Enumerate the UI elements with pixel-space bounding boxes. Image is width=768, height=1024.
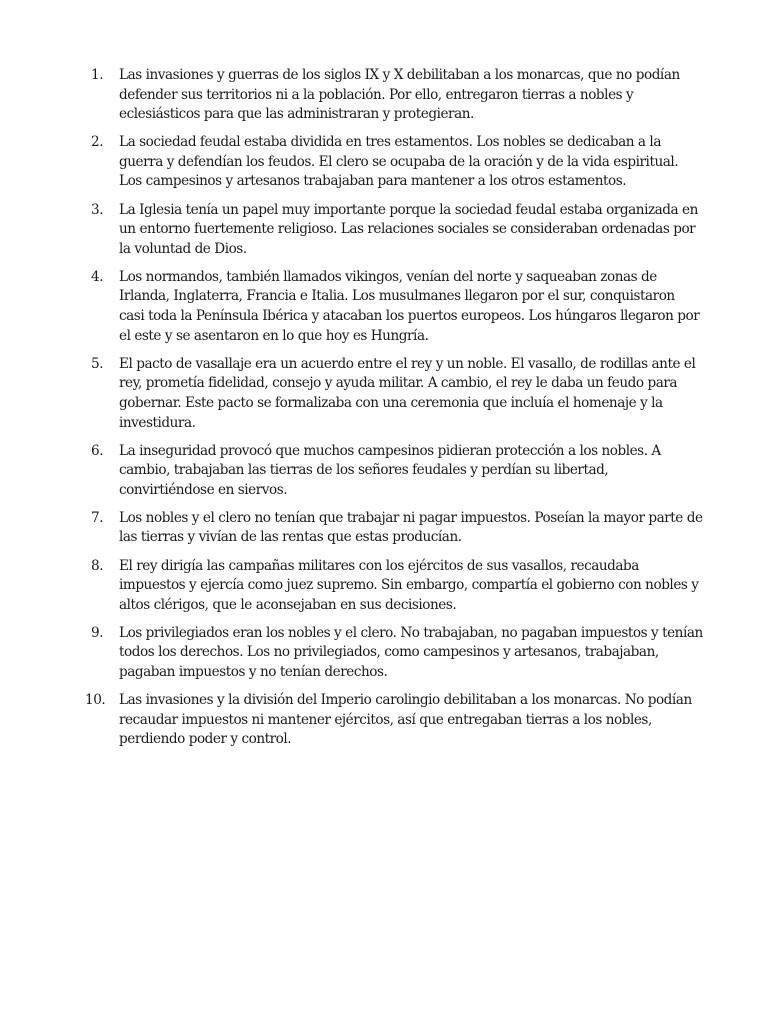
numbered-answer-list xyxy=(85,66,703,758)
list-item xyxy=(91,624,703,683)
item-text: Los privilegiados eran los nobles y el clero. No trabajaban, no pagaban impuestos y tenían todos los derechos. Los no privilegiados, como campesinos y artesanos, trabajaban, pagaban impuestos y no tenían derechos. xyxy=(119,624,703,681)
list-item xyxy=(85,691,703,750)
item-text: Las invasiones y la división del Imperio carolingio debilitaban a los monarcas. No podían recaudar impuestos ni mantener ejércitos, así que entregaban tierras a los nobles, perdiendo poder y control. xyxy=(119,692,692,748)
list-item xyxy=(91,268,703,346)
item-number: 8. xyxy=(91,557,104,574)
item-text: El rey dirigía las campañas militares con los ejércitos de sus vasallos, recaudaba impuestos y ejercía como juez supremo. Sin embargo, compartía el gobierno con nobles y altos clérigos, que le aconsejaban en sus decisiones. xyxy=(119,557,699,613)
list-item xyxy=(91,442,703,501)
item-number: 6. xyxy=(91,442,104,459)
item-number: 1. xyxy=(91,67,104,83)
item-text: Los nobles y el clero no tenían que trabajar ni pagar impuestos. Poseían la mayor parte de las tierras y vivían de las rentas que estas producían. xyxy=(119,509,703,546)
item-number: 3. xyxy=(91,201,104,218)
item-text: Las invasiones y guerras de los siglos IX y X debilitaban a los monarcas, que no podían defender sus territorios ni a la población. Por ello, entregaron tierras a nobles y eclesiásticos para que las administraran y protegieran. xyxy=(119,67,680,123)
list-item xyxy=(91,201,703,260)
item-number: 5. xyxy=(91,355,104,372)
item-number: 4. xyxy=(91,268,104,285)
list-item xyxy=(91,355,703,433)
item-text: La Iglesia tenía un papel muy importante porque la sociedad feudal estaba organizada en un entorno fuertemente religioso. Las relaciones sociales se consideraban ordenadas por la voluntad de Dios. xyxy=(119,201,698,257)
list-item xyxy=(91,133,703,192)
item-number: 10. xyxy=(85,692,106,709)
item-text: La inseguridad provocó que muchos campesinos pidieran protección a los nobles. A cambio, trabajaban las tierras de los señores feudales y perdían su libertad, convirtiéndose en siervos. xyxy=(119,442,661,498)
item-text: Los normandos, también llamados vikingos, venían del norte y saqueaban zonas de Irlanda, Inglaterra, Francia e Italia. Los musulmanes llegaron por el sur, conquistaron casi toda la Península Ibérica y atacaban los puertos europeos. Los húngaros llegaron por el este y se asentaron en lo que hoy es Hungría. xyxy=(119,268,700,344)
item-number: 2. xyxy=(91,134,104,151)
list-item xyxy=(91,66,703,125)
item-text: La sociedad feudal estaba dividida en tres estamentos. Los nobles se dedicaban a la guerra y defendían los feudos. El clero se ocupaba de la oración y de la vida espiritual. Los campesinos y artesanos trabajaban para mantener a los otros estamentos. xyxy=(119,134,679,190)
item-number: 9. xyxy=(91,624,104,641)
list-item xyxy=(91,509,703,548)
item-number: 7. xyxy=(91,509,104,526)
list-item xyxy=(91,557,703,616)
item-text: El pacto de vasallaje era un acuerdo entre el rey y un noble. El vasallo, de rodillas ante el rey, prometía fidelidad, consejo y ayuda militar. A cambio, el rey le daba un feudo para gobernar. Este pacto se formalizaba con una ceremonia que incluía el homenaje y la investidura. xyxy=(119,355,696,431)
